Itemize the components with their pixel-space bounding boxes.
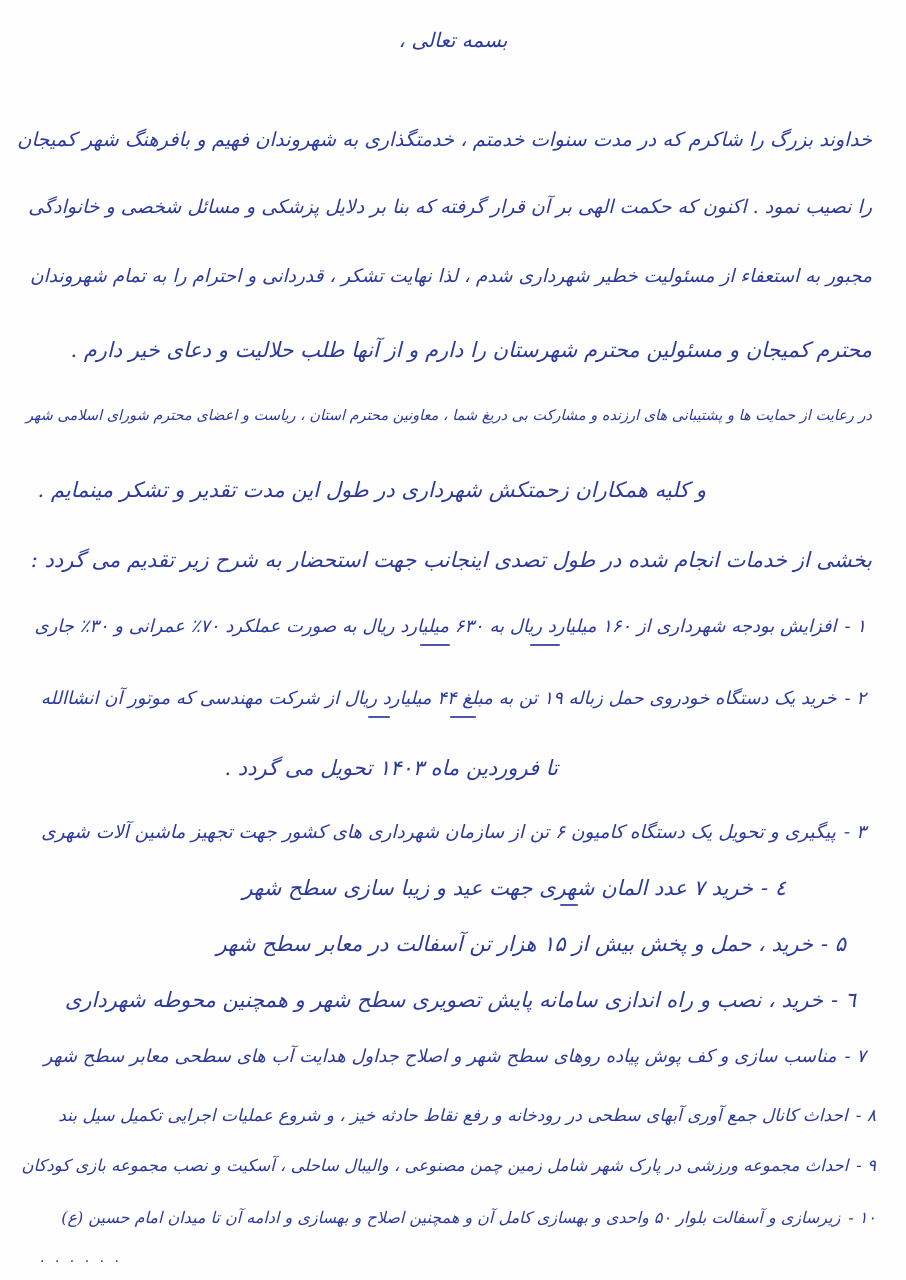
list-item-text: خرید یک دستگاه خودروی حمل زباله ۱۹ تن به مبلغ ۴۴ میلیارد ریال از شرکت مهندسی که موتور آن انشاالله — [40, 688, 837, 709]
list-item-text: احداث کانال جمع آوری آبهای سطحی در رودخانه و رفع نقاط حادثه خیز ، و شروع عملیات اجرایی تکمیل سیل بند — [58, 1106, 848, 1126]
list-item-3 — [26, 822, 866, 843]
list-item-number: ۱ - — [844, 616, 866, 637]
underline-stroke — [450, 716, 476, 718]
list-item-2-continued — [66, 756, 566, 780]
list-item-9 — [10, 1156, 876, 1175]
list-item-number: ٤ - — [760, 876, 786, 900]
list-item-number: ۳ - — [843, 822, 866, 843]
list-item-number: ۲ - — [844, 688, 866, 709]
underline-stroke — [420, 644, 450, 646]
list-item-text: مناسب سازی و کف پوش پیاده روهای سطح شهر و اصلاح جداول هدایت آب های سطحی معابر سطح شهر — [43, 1046, 837, 1067]
list-item-number: ۹ - — [856, 1156, 876, 1175]
paragraph-line-5: در رعایت از حمایت ها و پشتیبانی های ارزنده و مشارکت بی دریغ شما ، معاونین محترم استان ، ریاست و اعضای محترم شورای اسلامی شهر — [25, 408, 872, 424]
list-item-number: ٦ - — [830, 988, 856, 1012]
list-item-number: ۵ - — [820, 932, 846, 956]
list-item-10 — [10, 1208, 876, 1227]
list-item-text: زیرسازی و آسفالت بلوار ۵۰ واحدی و بهسازی کامل آن و همچنین اصلاح و بهسازی و ادامه آن تا میدان امام حسین (ع) — [61, 1208, 841, 1227]
underline-stroke — [560, 904, 578, 906]
list-item-text: خرید ، حمل و پخش بیش از ۱۵ هزار تن آسفالت در معابر سطح شهر — [216, 932, 813, 956]
list-item-text: خرید ، نصب و راه اندازی سامانه پایش تصویری سطح شهر و همچنین محوطه شهرداری — [64, 988, 823, 1012]
list-item-text: خرید ۷ عدد المان شهری جهت عید و زیبا سازی سطح شهر — [242, 876, 753, 900]
list-item-text: پیگیری و تحویل یک دستگاه کامیون ۶ تن از سازمان شهرداری های کشور جهت تجهیز ماشین آلات شهری — [41, 822, 836, 843]
closing-dots: . . . . . . — [40, 1250, 122, 1266]
underline-stroke — [368, 716, 390, 718]
list-item-6 — [56, 988, 856, 1012]
list-item-number: ۸ - — [855, 1106, 876, 1126]
list-item-4 — [66, 876, 786, 900]
list-item-5 — [66, 932, 846, 956]
list-item-text: تا فروردین ماه ۱۴۰۳ تحویل می گردد . — [224, 756, 558, 780]
paragraph-line-1: خداوند بزرگ را شاکرم که در مدت سنوات خدمتم ، خدمتگذاری به شهروندان فهیم و بافرهنگ شهر کمیجان — [17, 128, 872, 151]
paragraph-line-2: را نصیب نمود . اکنون که حکمت الهی بر آن قرار گرفته که بنا بر دلایل پزشکی و مسائل شخصی و خانوادگی — [28, 196, 872, 218]
paragraph-line-6: و کلیه همکاران زحمتکش شهرداری در طول این مدت تقدیر و تشکر مینمایم . — [37, 478, 706, 502]
paragraph-line-3: مجبور به استعفاء از مسئولیت خطیر شهرداری شدم ، لذا نهایت تشکر ، قدردانی و احترام را به تمام شهروندان — [30, 266, 872, 287]
letter-heading: بسمه تعالی ، — [398, 28, 508, 52]
list-item-8 — [16, 1106, 876, 1126]
list-item-7 — [26, 1046, 866, 1067]
list-item-text: افزایش بودجه شهرداری از ۱۶۰ میلیارد ریال به ۶۳۰ میلیارد ریال به صورت عملکرد ۷۰٪ عمرانی و ۳۰٪ جاری — [34, 616, 837, 637]
underline-stroke — [530, 644, 560, 646]
list-item-number: ۱۰ - — [848, 1208, 876, 1227]
list-item-2 — [26, 688, 866, 709]
list-item-text: احداث مجموعه ورزشی در پارک شهر شامل زمین چمن مصنوعی ، والیبال ساحلی ، آسکیت و نصب مجموعه بازی کودکان — [21, 1156, 849, 1175]
list-item-1 — [26, 616, 866, 637]
list-item-number: ۷ - — [844, 1046, 866, 1067]
paragraph-line-4: محترم کمیجان و مسئولین محترم شهرستان را دارم و از آنها طلب حلالیت و دعای خیر دارم . — [70, 338, 872, 362]
paragraph-line-7: بخشی از خدمات انجام شده در طول تصدی اینجانب جهت استحضار به شرح زیر تقدیم می گردد : — [30, 548, 872, 572]
